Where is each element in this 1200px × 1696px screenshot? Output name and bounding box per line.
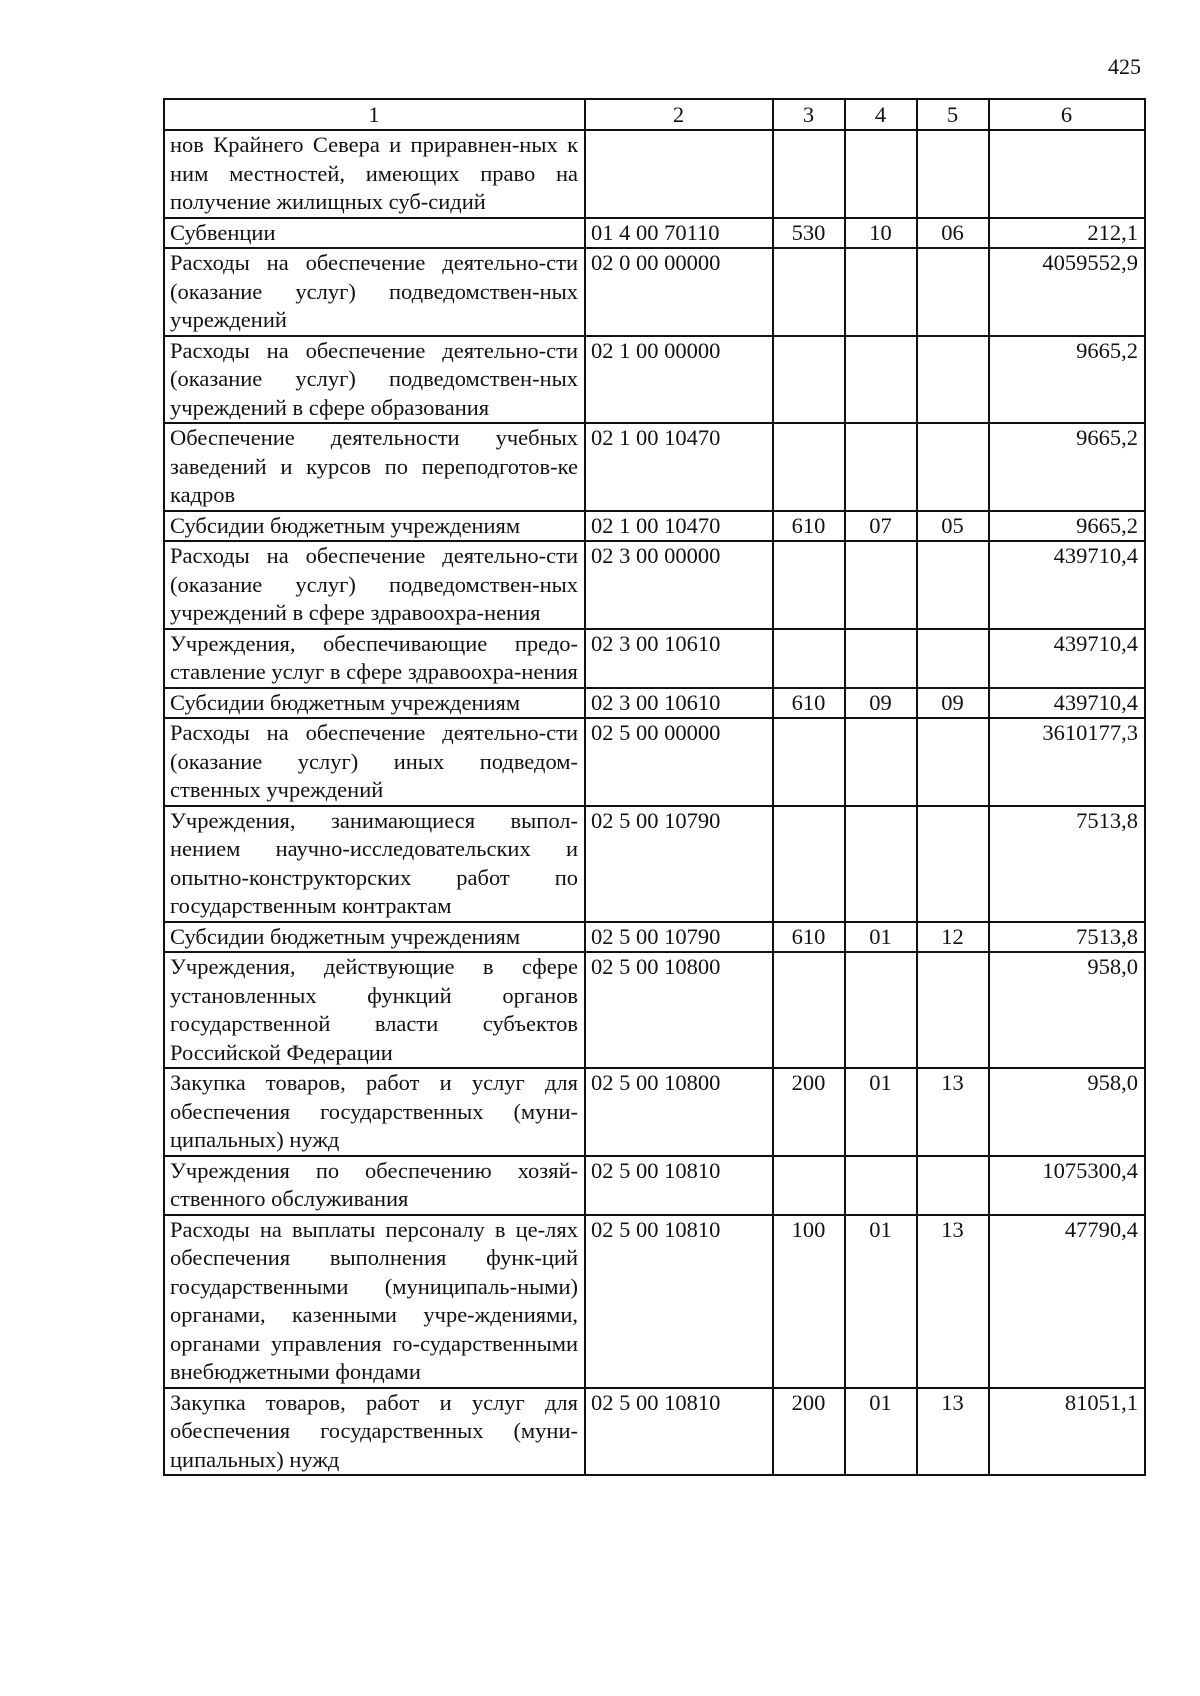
cell-name: Субсидии бюджетным учреждениям bbox=[164, 688, 585, 719]
table-row bbox=[164, 130, 1145, 218]
cell-name: Расходы на обеспечение деятельно-сти (оказание услуг) подведомствен-ных учреждений bbox=[164, 248, 585, 336]
cell-subsection: 13 bbox=[917, 1388, 989, 1476]
table-row bbox=[164, 1156, 1145, 1215]
budget-table bbox=[163, 98, 1146, 1476]
cell-expense-type bbox=[773, 952, 845, 1068]
cell-section bbox=[845, 336, 917, 424]
cell-section: 01 bbox=[845, 1215, 917, 1388]
cell-expense-type bbox=[773, 806, 845, 922]
cell-code: 02 5 00 10810 bbox=[585, 1156, 773, 1215]
cell-section: 09 bbox=[845, 688, 917, 719]
cell-name: Учреждения, действующие в сфере установленных функций органов государственной власти субъектов Российской Федерации bbox=[164, 952, 585, 1068]
cell-name: Закупка товаров, работ и услуг для обеспечения государственных (муни-ципальных) нужд bbox=[164, 1068, 585, 1156]
header-col-4: 4 bbox=[845, 99, 917, 130]
cell-name: Субсидии бюджетным учреждениям bbox=[164, 922, 585, 953]
cell-expense-type bbox=[773, 336, 845, 424]
cell-code: 02 5 00 10790 bbox=[585, 922, 773, 953]
table-row bbox=[164, 248, 1145, 336]
table-row bbox=[164, 423, 1145, 511]
cell-code: 02 5 00 10810 bbox=[585, 1215, 773, 1388]
cell-name: Учреждения, обеспечивающие предо-ставление услуг в сфере здравоохра-нения bbox=[164, 629, 585, 688]
cell-expense-type: 610 bbox=[773, 511, 845, 542]
cell-code: 02 5 00 10810 bbox=[585, 1388, 773, 1476]
cell-amount: 439710,4 bbox=[989, 688, 1145, 719]
cell-amount: 7513,8 bbox=[989, 806, 1145, 922]
cell-amount: 958,0 bbox=[989, 1068, 1145, 1156]
cell-subsection: 12 bbox=[917, 922, 989, 953]
cell-subsection bbox=[917, 952, 989, 1068]
cell-subsection: 13 bbox=[917, 1068, 989, 1156]
cell-amount: 958,0 bbox=[989, 952, 1145, 1068]
cell-code: 02 1 00 10470 bbox=[585, 423, 773, 511]
cell-subsection: 06 bbox=[917, 218, 989, 249]
cell-code: 02 5 00 10800 bbox=[585, 1068, 773, 1156]
cell-amount: 47790,4 bbox=[989, 1215, 1145, 1388]
cell-amount: 9665,2 bbox=[989, 423, 1145, 511]
cell-name: Учреждения, занимающиеся выпол-нением научно-исследовательских и опытно-конструкторских работ по государственным контрактам bbox=[164, 806, 585, 922]
cell-subsection: 09 bbox=[917, 688, 989, 719]
cell-code: 02 3 00 10610 bbox=[585, 629, 773, 688]
cell-name: Расходы на обеспечение деятельно-сти (оказание услуг) подведомствен-ных учреждений в сфере образования bbox=[164, 336, 585, 424]
cell-code: 02 1 00 10470 bbox=[585, 511, 773, 542]
cell-section bbox=[845, 1156, 917, 1215]
cell-expense-type: 200 bbox=[773, 1068, 845, 1156]
cell-subsection bbox=[917, 541, 989, 629]
cell-code: 02 5 00 10790 bbox=[585, 806, 773, 922]
cell-name: Учреждения по обеспечению хозяй-ственного обслуживания bbox=[164, 1156, 585, 1215]
table-row bbox=[164, 218, 1145, 249]
cell-section bbox=[845, 130, 917, 218]
cell-code: 02 5 00 00000 bbox=[585, 718, 773, 806]
cell-code: 02 3 00 00000 bbox=[585, 541, 773, 629]
cell-expense-type bbox=[773, 718, 845, 806]
cell-expense-type bbox=[773, 629, 845, 688]
cell-section bbox=[845, 541, 917, 629]
header-row bbox=[164, 99, 1145, 130]
cell-expense-type: 610 bbox=[773, 922, 845, 953]
table-row bbox=[164, 952, 1145, 1068]
header-col-1: 1 bbox=[164, 99, 585, 130]
cell-code bbox=[585, 130, 773, 218]
cell-subsection bbox=[917, 718, 989, 806]
cell-expense-type bbox=[773, 248, 845, 336]
cell-code: 02 1 00 00000 bbox=[585, 336, 773, 424]
header-col-3: 3 bbox=[773, 99, 845, 130]
table-body bbox=[164, 130, 1145, 1475]
cell-subsection bbox=[917, 130, 989, 218]
cell-amount: 212,1 bbox=[989, 218, 1145, 249]
table-row bbox=[164, 1215, 1145, 1388]
cell-code: 02 5 00 10800 bbox=[585, 952, 773, 1068]
cell-amount bbox=[989, 130, 1145, 218]
header-col-6: 6 bbox=[989, 99, 1145, 130]
cell-section: 01 bbox=[845, 1388, 917, 1476]
cell-subsection bbox=[917, 1156, 989, 1215]
cell-section bbox=[845, 248, 917, 336]
table-row bbox=[164, 336, 1145, 424]
table-row bbox=[164, 806, 1145, 922]
cell-subsection bbox=[917, 248, 989, 336]
table-row bbox=[164, 511, 1145, 542]
cell-expense-type bbox=[773, 1156, 845, 1215]
table-row bbox=[164, 1068, 1145, 1156]
cell-subsection bbox=[917, 423, 989, 511]
cell-section: 01 bbox=[845, 922, 917, 953]
cell-section: 10 bbox=[845, 218, 917, 249]
cell-name: Расходы на обеспечение деятельно-сти (оказание услуг) подведомствен-ных учреждений в сфере здравоохра-нения bbox=[164, 541, 585, 629]
cell-amount: 3610177,3 bbox=[989, 718, 1145, 806]
cell-section bbox=[845, 423, 917, 511]
page-number: 425 bbox=[1108, 54, 1141, 79]
cell-name: Расходы на выплаты персоналу в це-лях обеспечения выполнения функ-ций государственными (муниципаль-ными) органами, казенными учре-ждениями, органами управления го-сударственными внебюджетными фондами bbox=[164, 1215, 585, 1388]
table-row bbox=[164, 718, 1145, 806]
cell-expense-type bbox=[773, 541, 845, 629]
table-row bbox=[164, 922, 1145, 953]
table-row bbox=[164, 629, 1145, 688]
cell-amount: 9665,2 bbox=[989, 511, 1145, 542]
cell-subsection bbox=[917, 806, 989, 922]
cell-name: Субсидии бюджетным учреждениям bbox=[164, 511, 585, 542]
cell-code: 01 4 00 70110 bbox=[585, 218, 773, 249]
cell-section: 01 bbox=[845, 1068, 917, 1156]
table-row bbox=[164, 541, 1145, 629]
cell-amount: 9665,2 bbox=[989, 336, 1145, 424]
header-col-2: 2 bbox=[585, 99, 773, 130]
cell-amount: 81051,1 bbox=[989, 1388, 1145, 1476]
cell-section bbox=[845, 718, 917, 806]
table-row bbox=[164, 688, 1145, 719]
cell-code: 02 3 00 10610 bbox=[585, 688, 773, 719]
cell-name: Обеспечение деятельности учебных заведений и курсов по переподготов-ке кадров bbox=[164, 423, 585, 511]
cell-code: 02 0 00 00000 bbox=[585, 248, 773, 336]
cell-expense-type: 610 bbox=[773, 688, 845, 719]
cell-amount: 439710,4 bbox=[989, 541, 1145, 629]
cell-expense-type: 530 bbox=[773, 218, 845, 249]
cell-section bbox=[845, 629, 917, 688]
cell-section bbox=[845, 806, 917, 922]
cell-section: 07 bbox=[845, 511, 917, 542]
cell-subsection bbox=[917, 629, 989, 688]
cell-expense-type bbox=[773, 130, 845, 218]
table-row bbox=[164, 1388, 1145, 1476]
cell-name: Расходы на обеспечение деятельно-сти (оказание услуг) иных подведом-ственных учреждений bbox=[164, 718, 585, 806]
cell-section bbox=[845, 952, 917, 1068]
header-col-5: 5 bbox=[917, 99, 989, 130]
cell-amount: 439710,4 bbox=[989, 629, 1145, 688]
cell-expense-type bbox=[773, 423, 845, 511]
cell-expense-type: 100 bbox=[773, 1215, 845, 1388]
cell-name: Закупка товаров, работ и услуг для обеспечения государственных (муни-ципальных) нужд bbox=[164, 1388, 585, 1476]
cell-subsection bbox=[917, 336, 989, 424]
cell-name: Субвенции bbox=[164, 218, 585, 249]
cell-amount: 7513,8 bbox=[989, 922, 1145, 953]
cell-subsection: 05 bbox=[917, 511, 989, 542]
cell-expense-type: 200 bbox=[773, 1388, 845, 1476]
cell-name: нов Крайнего Севера и приравнен-ных к ним местностей, имеющих право на получение жилищных суб-сидий bbox=[164, 130, 585, 218]
cell-subsection: 13 bbox=[917, 1215, 989, 1388]
cell-amount: 4059552,9 bbox=[989, 248, 1145, 336]
cell-amount: 1075300,4 bbox=[989, 1156, 1145, 1215]
